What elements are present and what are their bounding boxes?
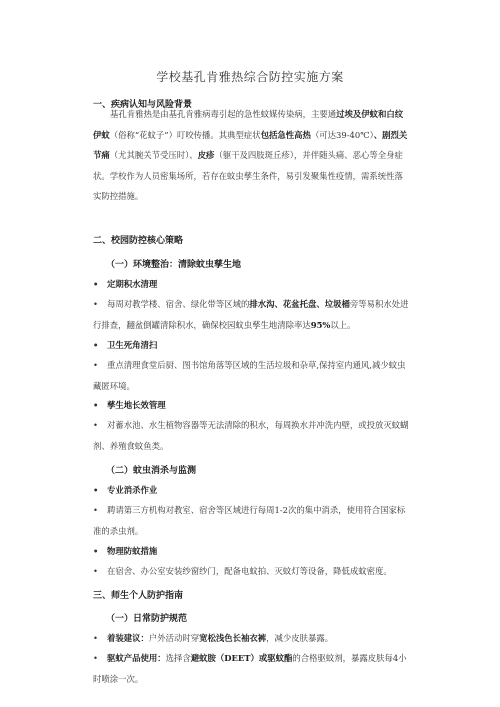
text-run: 每周对教学楼、宿舍、绿化带等区域的: [107, 299, 250, 309]
text-run: （俗称“花蚊子”）叮咬传播。其典型症状: [109, 129, 261, 140]
bullet-water-clearing-title: [93, 274, 409, 295]
bullet-longterm-text: [93, 415, 409, 456]
bold-run: 避蚊胺（DEET）或驱蚊酯: [190, 653, 293, 663]
text-run: （躯干及四肢斑丘疹），并伴随头痛、恶心等全身症状。学校作为人员密集场所，若存在蚊虫孳生条件，易引发聚集性疫情，需系统性落实防控措施。: [93, 150, 403, 201]
text-run: 重点清理食堂后厨、图书馆角落等区域的生活垃圾和杂草,保持室内通风,减少蚊虫藏匿环境。: [93, 360, 406, 391]
bullet-dot: •: [93, 279, 99, 289]
subsection-heading-env: （一）环境整治：清除蚊虫孳生地: [106, 260, 242, 270]
section-heading-2: 二、校园防控核心策略: [93, 236, 184, 246]
bullet-dot: •: [93, 420, 98, 430]
text-run: 对蓄水池、水生植物容器等无法清除的积水，每周换水并冲洗内壁，或投放灭蚊蝴剂、养殖食蚊鱼类。: [93, 420, 409, 451]
bullet-label: 定期积水清理: [107, 279, 158, 289]
bullet-dot: •: [93, 633, 98, 643]
text-run: 以上。: [330, 319, 356, 330]
bullet-dot: •: [93, 299, 98, 309]
bullet-water-clearing-text: [93, 294, 409, 335]
bullet-physical-text: [93, 561, 409, 582]
bold-run: 包括急性高热: [260, 129, 311, 140]
text-run: 基孔肯雅热是由基孔肯雅病毒引起的急性蚊媒传染病，主要通: [110, 109, 337, 119]
text-run: 的合格驱蚊剂，暴露皮肤每4小时喷涂一次。: [93, 653, 407, 684]
text-run: （尤其腕关节受压时）、: [109, 150, 198, 160]
bullet-dot: •: [93, 566, 98, 576]
bullet-label: 物理防蚊措施: [107, 546, 158, 556]
bullet-physical-title: [93, 541, 409, 562]
bullet-professional-text: [93, 500, 409, 541]
bold-run: 排水沟、花盆托盘、垃圾桶: [249, 299, 350, 309]
bold-run: 着装建议：: [107, 633, 149, 643]
bold-run: 、剧烈关节痛: [93, 129, 408, 160]
bullet-professional-title: [93, 480, 409, 501]
bullet-dot: •: [93, 360, 98, 370]
bullet-repellent: [93, 648, 409, 689]
bullet-sanitation-text: [93, 355, 409, 396]
text-run: 聘请第三方机构对教室、宿舍等区域进行每周1-2次的集中消杀，使用符合国家标准的杀虫剂。: [93, 505, 406, 536]
section-heading-1: 一、疾病认知与风险背景: [93, 100, 193, 110]
document-title: 学校基孔肯雅热综合防控实施方案: [156, 70, 344, 84]
bold-run: 95%: [310, 319, 331, 330]
bullet-label: 孳生地长效管理: [107, 400, 166, 410]
bullet-label: 专业消杀作业: [107, 485, 158, 495]
text-run: 选择含: [165, 653, 191, 663]
text-run: 旁等易积水处进行排查，翻盆倒罐清除积水，确保校园蚊虫孳生地清除率达: [93, 299, 409, 330]
subsection-heading-daily: （一）日常防护规范: [106, 614, 188, 624]
bullet-clothing: [93, 628, 409, 649]
bold-run: 宽松浅色长袖衣裤: [199, 633, 267, 643]
bold-run: 皮疹: [197, 150, 215, 160]
bullet-sanitation-title: [93, 335, 409, 356]
bullet-dot: •: [93, 546, 99, 556]
subsection-heading-disinfection: （二）蚊虫消杀与监测: [106, 466, 197, 476]
bullet-dot: •: [93, 340, 99, 350]
section-heading-3: 三、师生个人防护指南: [93, 591, 184, 601]
paragraph-background: [93, 104, 409, 207]
bullet-label: 卫生死角清扫: [107, 340, 158, 350]
bold-run: 驱蚊产品使用：: [107, 653, 166, 663]
text-run: ，减少皮肤暴露。: [266, 633, 334, 643]
bullet-dot: •: [93, 653, 98, 663]
bold-run: 过埃及伊蚊和白纹伊蚊: [93, 109, 404, 140]
text-run: 户外活动时穿: [148, 633, 200, 643]
bullet-dot: •: [93, 400, 99, 410]
bullet-longterm-title: [93, 395, 409, 416]
text-run: （可达39-40℃）: [310, 129, 374, 140]
bullet-dot: •: [93, 485, 99, 495]
text-run: 在宿舍、办公室安装纱窗纱门，配备电蚊拍、灭蚊灯等设备，降低成蚊密度。: [107, 566, 392, 576]
bullet-dot: •: [93, 505, 98, 515]
